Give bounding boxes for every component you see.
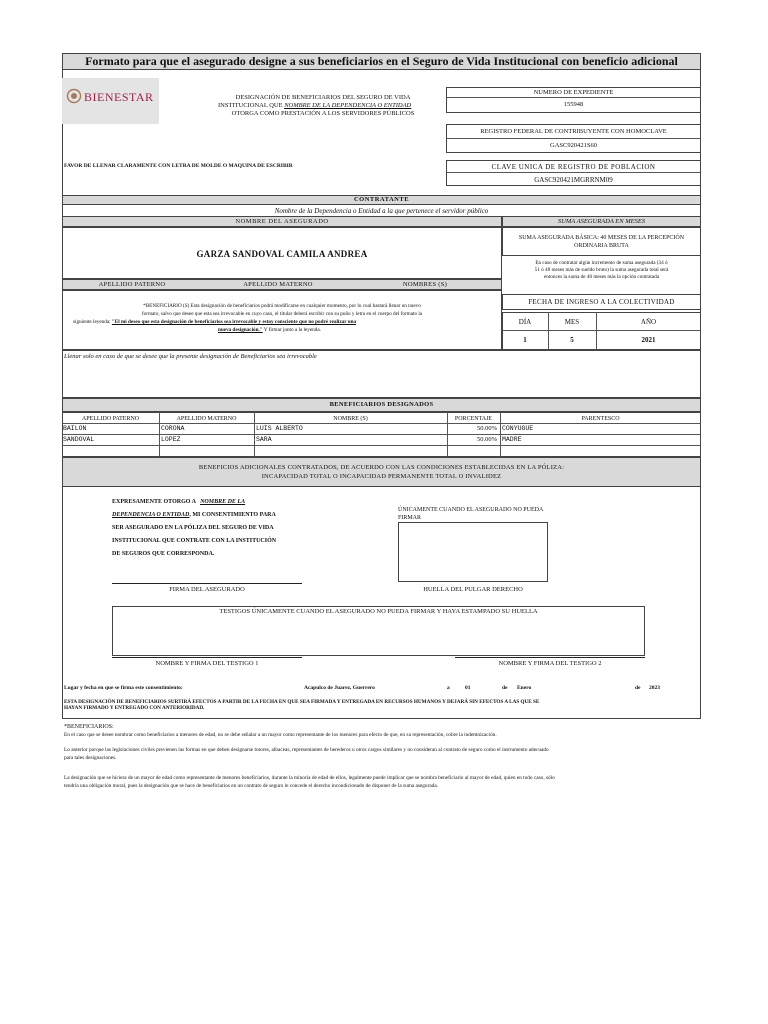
lugar-day[interactable]: 01 bbox=[465, 685, 471, 691]
suma-caso-1: En caso de contratar algún incremento de suma asegurada (34 ó bbox=[535, 260, 668, 266]
contratante-subtitle: Nombre de la Dependencia o Entidad a la que pertenece el servidor público bbox=[274, 207, 489, 215]
suma-basica: SUMA ASEGURADA BÁSICA: 40 MESES DE LA PERCEPCIÓN ORDINARIA BRUTA bbox=[518, 235, 685, 249]
huella-label: HUELLA DEL PULGAR DERECHO bbox=[423, 586, 523, 593]
designation-line2 bbox=[218, 102, 411, 110]
footer-head: *BENEFICIARIOS: bbox=[64, 724, 114, 730]
designation-line1: DESIGNACIÓN DE BENEFICIARIOS DEL SEGURO DE VIDA bbox=[235, 94, 411, 101]
ben-row1-nombre[interactable]: LUIS ALBERTO bbox=[256, 425, 303, 432]
expediente-label: NUMERO DE EXPEDIENTE bbox=[533, 89, 614, 96]
page-title: Formato para que el asegurado designe a sus beneficiarios en el Seguro de Vida Institucional con beneficio adicional bbox=[85, 54, 678, 68]
ben-row2-materno[interactable]: LOPEZ bbox=[161, 436, 181, 443]
beneficiario-leyenda: siguiente leyenda: bbox=[73, 319, 111, 325]
asegurado-name[interactable]: GARZA SANDOVAL CAMILA ANDREA bbox=[196, 249, 368, 259]
ingreso-dia-label: DÍA bbox=[518, 318, 532, 326]
consent-a2: NOMBRE DE LA bbox=[200, 499, 246, 505]
ben-row1-materno[interactable]: CORONA bbox=[161, 425, 185, 432]
col-nombres: NOMBRES (S) bbox=[402, 281, 448, 288]
consent-line3: SER ASEGURADO EN LA PÓLIZA DEL SEGURO DE VIDA bbox=[112, 525, 274, 531]
beneficios-line1: BENEFICIOS ADICIONALES CONTRATADOS, DE ACUERDO CON LAS CONDICIONES ESTABLECIDAS EN LA PÓLIZA: bbox=[198, 464, 565, 471]
lugar-year[interactable]: 2023 bbox=[649, 685, 660, 691]
ben-row2-paterno[interactable]: SANDOVAL bbox=[63, 436, 95, 443]
designation-line2a: INSTITUCIONAL QUE bbox=[218, 102, 283, 109]
ben-col-materno: APELLIDO MATERNO bbox=[176, 416, 237, 422]
consent-line4: INSTITUCIONAL QUE CONTRATE CON LA INSTITUCIÓN bbox=[112, 538, 277, 544]
asegurado-header-label: NOMBRE DEL ASEGURADO bbox=[235, 218, 329, 225]
unicamente-line2: FIRMAR bbox=[398, 515, 422, 521]
lugar-place[interactable]: Acapulco de Juarez, Guerrero bbox=[304, 685, 375, 691]
beneficios-line2: INCAPACIDAD TOTAL O INCAPACIDAD PERMANENTE TOTAL O INVALIDEZ bbox=[261, 473, 502, 480]
unicamente-line1: ÚNICAMENTE CUANDO EL ASEGURADO NO PUEDA bbox=[398, 507, 544, 513]
footer-p3b: tendría una obligación moral, pues la designación que se hace de beneficiarios en un contrato de seguro le concede el derecho incondicionado de disponer de la suma asegurada. bbox=[64, 783, 439, 789]
rfc-value[interactable]: GASC920421S60 bbox=[550, 142, 597, 149]
curp-label: CLAVE UNICA DE REGISTRO DE POBLACION bbox=[491, 163, 656, 171]
ben-row2-parentesco[interactable]: MADRE bbox=[502, 436, 522, 443]
rfc-label: REGISTRO FEDERAL DE CONTRIBUYENTE CON HOMOCLAVE bbox=[480, 128, 667, 135]
ingreso-mes-label: MES bbox=[564, 318, 580, 326]
consent-line5: DE SEGUROS QUE CORRESPONDA. bbox=[112, 551, 215, 557]
consent-a1: EXPRESAMENTE OTORGO A bbox=[112, 499, 196, 505]
beneficiario-note-4 bbox=[218, 327, 321, 334]
ingreso-header: FECHA DE INGRESO A LA COLECTIVIDAD bbox=[528, 298, 675, 306]
consent-b2: , MI CONSENTIMIENTO PARA bbox=[189, 512, 276, 518]
beneficiario-quote-tail: Y firmar junto a la leyenda. bbox=[263, 327, 321, 333]
instruction-text: FAVOR DE LLENAR CLARAMENTE CON LETRA DE MOLDE O MAQUINA DE ESCRIBIR bbox=[64, 163, 293, 169]
emblem-icon bbox=[66, 88, 82, 104]
designation-dependencia: NOMBRE DE LA DEPENDENCIA O ENTIDAD bbox=[284, 102, 412, 109]
consent-line2 bbox=[112, 511, 276, 519]
contratante-label: CONTRATANTE bbox=[353, 196, 410, 203]
huella-box[interactable] bbox=[398, 522, 548, 582]
logo-text: BIENESTAR bbox=[84, 90, 154, 104]
ben-row2-porcentaje[interactable]: 50.00% bbox=[476, 436, 497, 443]
col-materno: APELLIDO MATERNO bbox=[243, 281, 313, 288]
ben-row1-parentesco[interactable]: CONYUGUE bbox=[502, 425, 534, 432]
esta-designacion-2: HAYAN FIRMADO Y ENTREGADO CON ANTERIORIDAD. bbox=[64, 705, 205, 711]
expediente-value[interactable]: 155948 bbox=[563, 101, 584, 108]
beneficiarios-header-label: BENEFICIARIOS DESIGNADOS bbox=[329, 401, 434, 408]
lugar-a: a bbox=[447, 685, 450, 691]
beneficiario-quote-b: nueva designación." bbox=[218, 327, 263, 333]
ingreso-dia[interactable]: 1 bbox=[523, 336, 527, 344]
ingreso-anio[interactable]: 2021 bbox=[641, 336, 656, 344]
lugar-de2: de bbox=[635, 685, 641, 691]
ben-row1-porcentaje[interactable]: 50.00% bbox=[476, 425, 497, 432]
testigos-header: TESTIGOS ÚNICAMENTE CUANDO EL ASEGURADO NO PUEDA FIRMAR Y HAYA ESTAMPADO SU HUELLA bbox=[219, 608, 538, 615]
ben-row2-nombre[interactable]: SARA bbox=[256, 436, 272, 443]
ingreso-mes[interactable]: 5 bbox=[570, 336, 574, 344]
ben-col-parentesco: PARENTESCO bbox=[581, 416, 620, 422]
designation-line3: OTORGA COMO PRESTACIÓN A LOS SERVIDORES PÚBLICOS bbox=[231, 110, 415, 117]
suma-header-label: SUMA ASEGURADA EN MESES bbox=[557, 218, 646, 225]
lugar-de1: de bbox=[502, 685, 508, 691]
consent-line1 bbox=[112, 498, 245, 506]
beneficiario-note-3 bbox=[73, 319, 356, 326]
ben-row1-paterno[interactable]: BAILON bbox=[63, 425, 87, 432]
curp-value[interactable]: GASC920421MGRRNM09 bbox=[534, 176, 613, 184]
consent-b1: DEPENDENCIA O ENTIDAD bbox=[112, 512, 190, 518]
beneficiario-note-2: formato, salvo que desee que esta sea irrevocable en cuyo caso, el titular deberá escribir con su puño y letra en el cuerpo del formato la bbox=[141, 311, 423, 317]
ingreso-anio-label: AÑO bbox=[640, 318, 657, 326]
esta-designacion-1: ESTA DESIGNACIÓN DE BENEFICIARIOS SURTIRÁ EFECTOS A PARTIR DE LA FECHA EN QUE SEA FIRMADA Y ENTREGADA EN RECURSOS HUMANOS Y DEJARÁ SIN EFECTOS A LAS QUE SE bbox=[64, 699, 540, 705]
footer-p1: En el caso que se desee nombrar como beneficiarios a menores de edad, no se debe señalar a un mayor como representante de los menores para efecto de que, en su representación, cobre la indemnización. bbox=[64, 732, 497, 738]
ben-col-paterno: APELLIDO PATERNO bbox=[81, 416, 140, 422]
lugar-month[interactable]: Enero bbox=[517, 685, 532, 691]
beneficiario-quote-a: "El mi deseo que esta designación de beneficiarios sea irrevocable y estoy consciente que no podré realizar una bbox=[111, 319, 357, 325]
firma-asegurado-label: FIRMA DEL ASEGURADO bbox=[169, 586, 245, 593]
suma-caso-3: entonces la suma de 40 meses más la opción contratada bbox=[543, 274, 660, 280]
ben-col-nombre: NOMBRE (S) bbox=[333, 416, 368, 422]
beneficios-header bbox=[62, 457, 701, 487]
footer-p2b: para tales designaciones. bbox=[64, 755, 117, 761]
ben-col-porcentaje: PORCENTAJE bbox=[454, 416, 493, 422]
testigo1-label: NOMBRE Y FIRMA DEL TESTIGO 1 bbox=[155, 660, 259, 667]
beneficiario-note-1: *BENEFICIARIO (S) Esta designación de beneficiarios podrá modificarse en cualquier momento, por lo cual bastará llenar un nuevo bbox=[143, 303, 421, 309]
irrevocable-note: Llenar solo en caso de que se desee que la presente designación de Beneficiarios sea irrevocable bbox=[64, 353, 317, 360]
footer-p3a: La designación que se hiciera de un mayor de edad como representante de menores beneficiarios, durante la minoría de edad de ellos, legalmente puede implicar que se nombra beneficiario al mayor de edad, quien en todo caso, sólo bbox=[64, 775, 555, 781]
testigo2-label: NOMBRE Y FIRMA DEL TESTIGO 2 bbox=[498, 660, 602, 667]
lugar-label: Lugar y fecha en que se firma este consentimiento: bbox=[64, 685, 183, 691]
col-paterno: APELLIDO PATERNO bbox=[98, 281, 166, 288]
suma-caso-2: 51 ó 48 meses más de sueldo bruto) la suma asegurada total será bbox=[534, 267, 669, 273]
footer-p2a: Lo anterior porque las legislaciones civiles previenen las formas en que deben designarse tutores, albaceas, representantes de herederos u otros cargos similares y no consideran al contrato de seguro como el instrumento adecuado bbox=[64, 747, 549, 753]
